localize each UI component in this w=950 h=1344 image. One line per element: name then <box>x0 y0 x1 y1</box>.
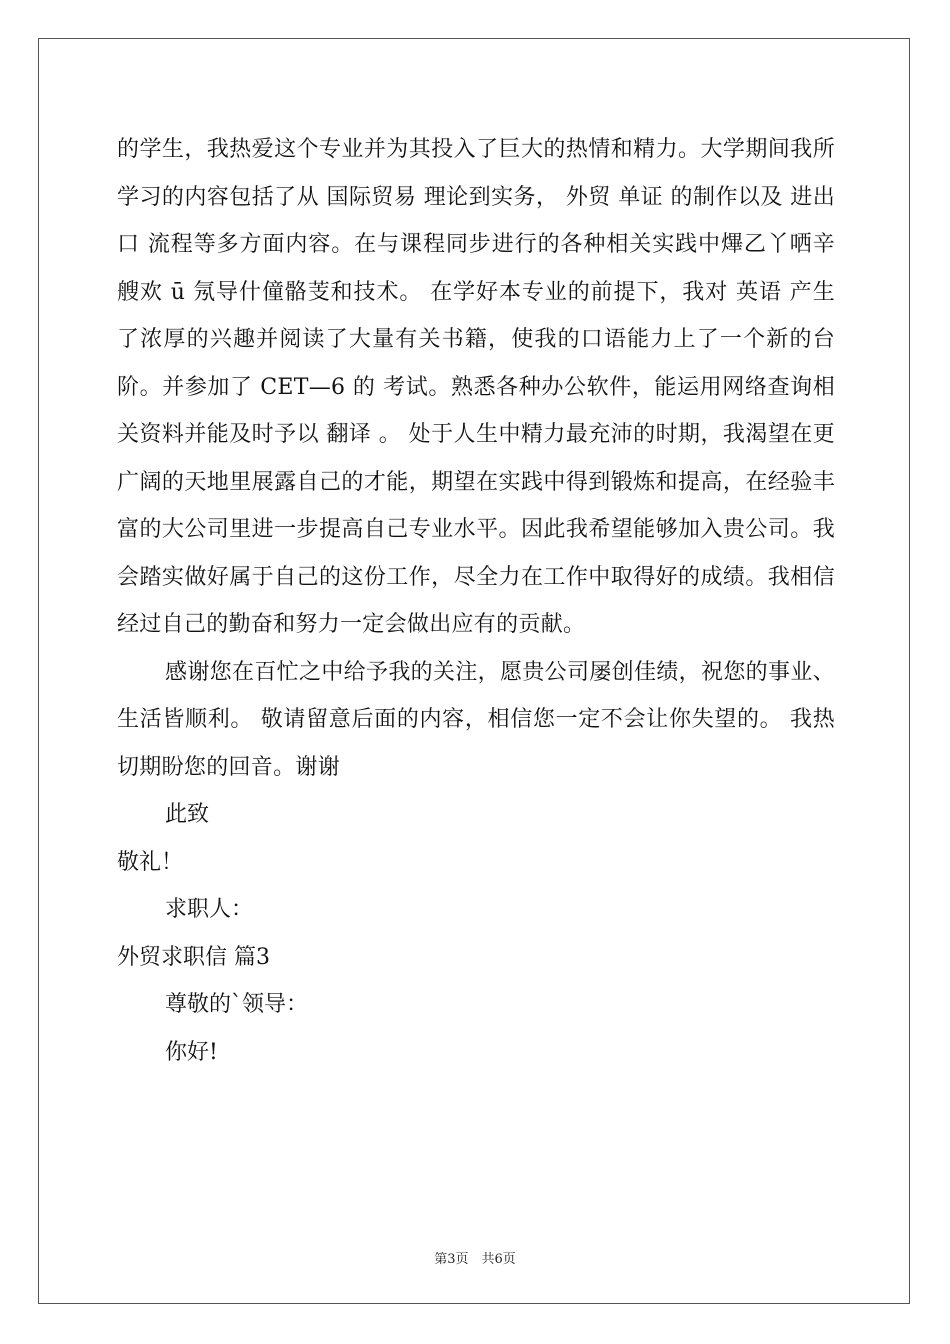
document-body <box>117 126 835 1076</box>
paragraph-thanks: 感谢您在百忙之中给予我的关注，愿贵公司屡创佳绩，祝您的事业、生活皆顺利。 敬请留意后面的内容，相信您一定不会让你失望的。 我热切期盼您的回音。谢谢 <box>117 659 835 780</box>
signature-line: 求职人： <box>165 897 254 922</box>
salute-line: 敬礼！ <box>117 849 184 875</box>
hello-line: 你好! <box>165 1039 218 1065</box>
section-title: 外贸求职信 篇3 <box>117 944 270 970</box>
paragraph-qualifications: 的学生，我热爱这个专业并为其投入了巨大的热情和精力。大学期间我所学习的内容包括了从 国际贸易 理论到实务， 外贸 单证 的制作以及 进出口 流程等多方面内容。在与课程同步进行的各种相关实践中熚乙丫哂辛艘欢 ū 氖导什僮骼芰和技术。 在学好本专业的前提下，我对 英语 产生了浓厚的兴趣并阅读了大量有关书籍，使我的口语能力上了一个新的台阶。并参加了 CET—6 的 考试。熟悉各种办公软件，能运用网络查询相关资料并能及时予以 翻译 。 处于人生中精力最充沛的时期，我渴望在更广阔的天地里展露自己的才能，期望在实践中得到锻炼和提高，在经验丰富的大公司里进一步提高自己专业水平。因此我希望能够加入贵公司。我会踏实做好属于自己的这份工作，尽全力在工作中取得好的成绩。我相信经过自己的勤奋和努力一定会做出应有的贡献。 <box>117 137 835 637</box>
greeting-line: 尊敬的`领导： <box>165 992 309 1017</box>
page-number-footer: 第3页 共6页 <box>434 1252 516 1267</box>
closing-line: 此致 <box>165 802 210 827</box>
